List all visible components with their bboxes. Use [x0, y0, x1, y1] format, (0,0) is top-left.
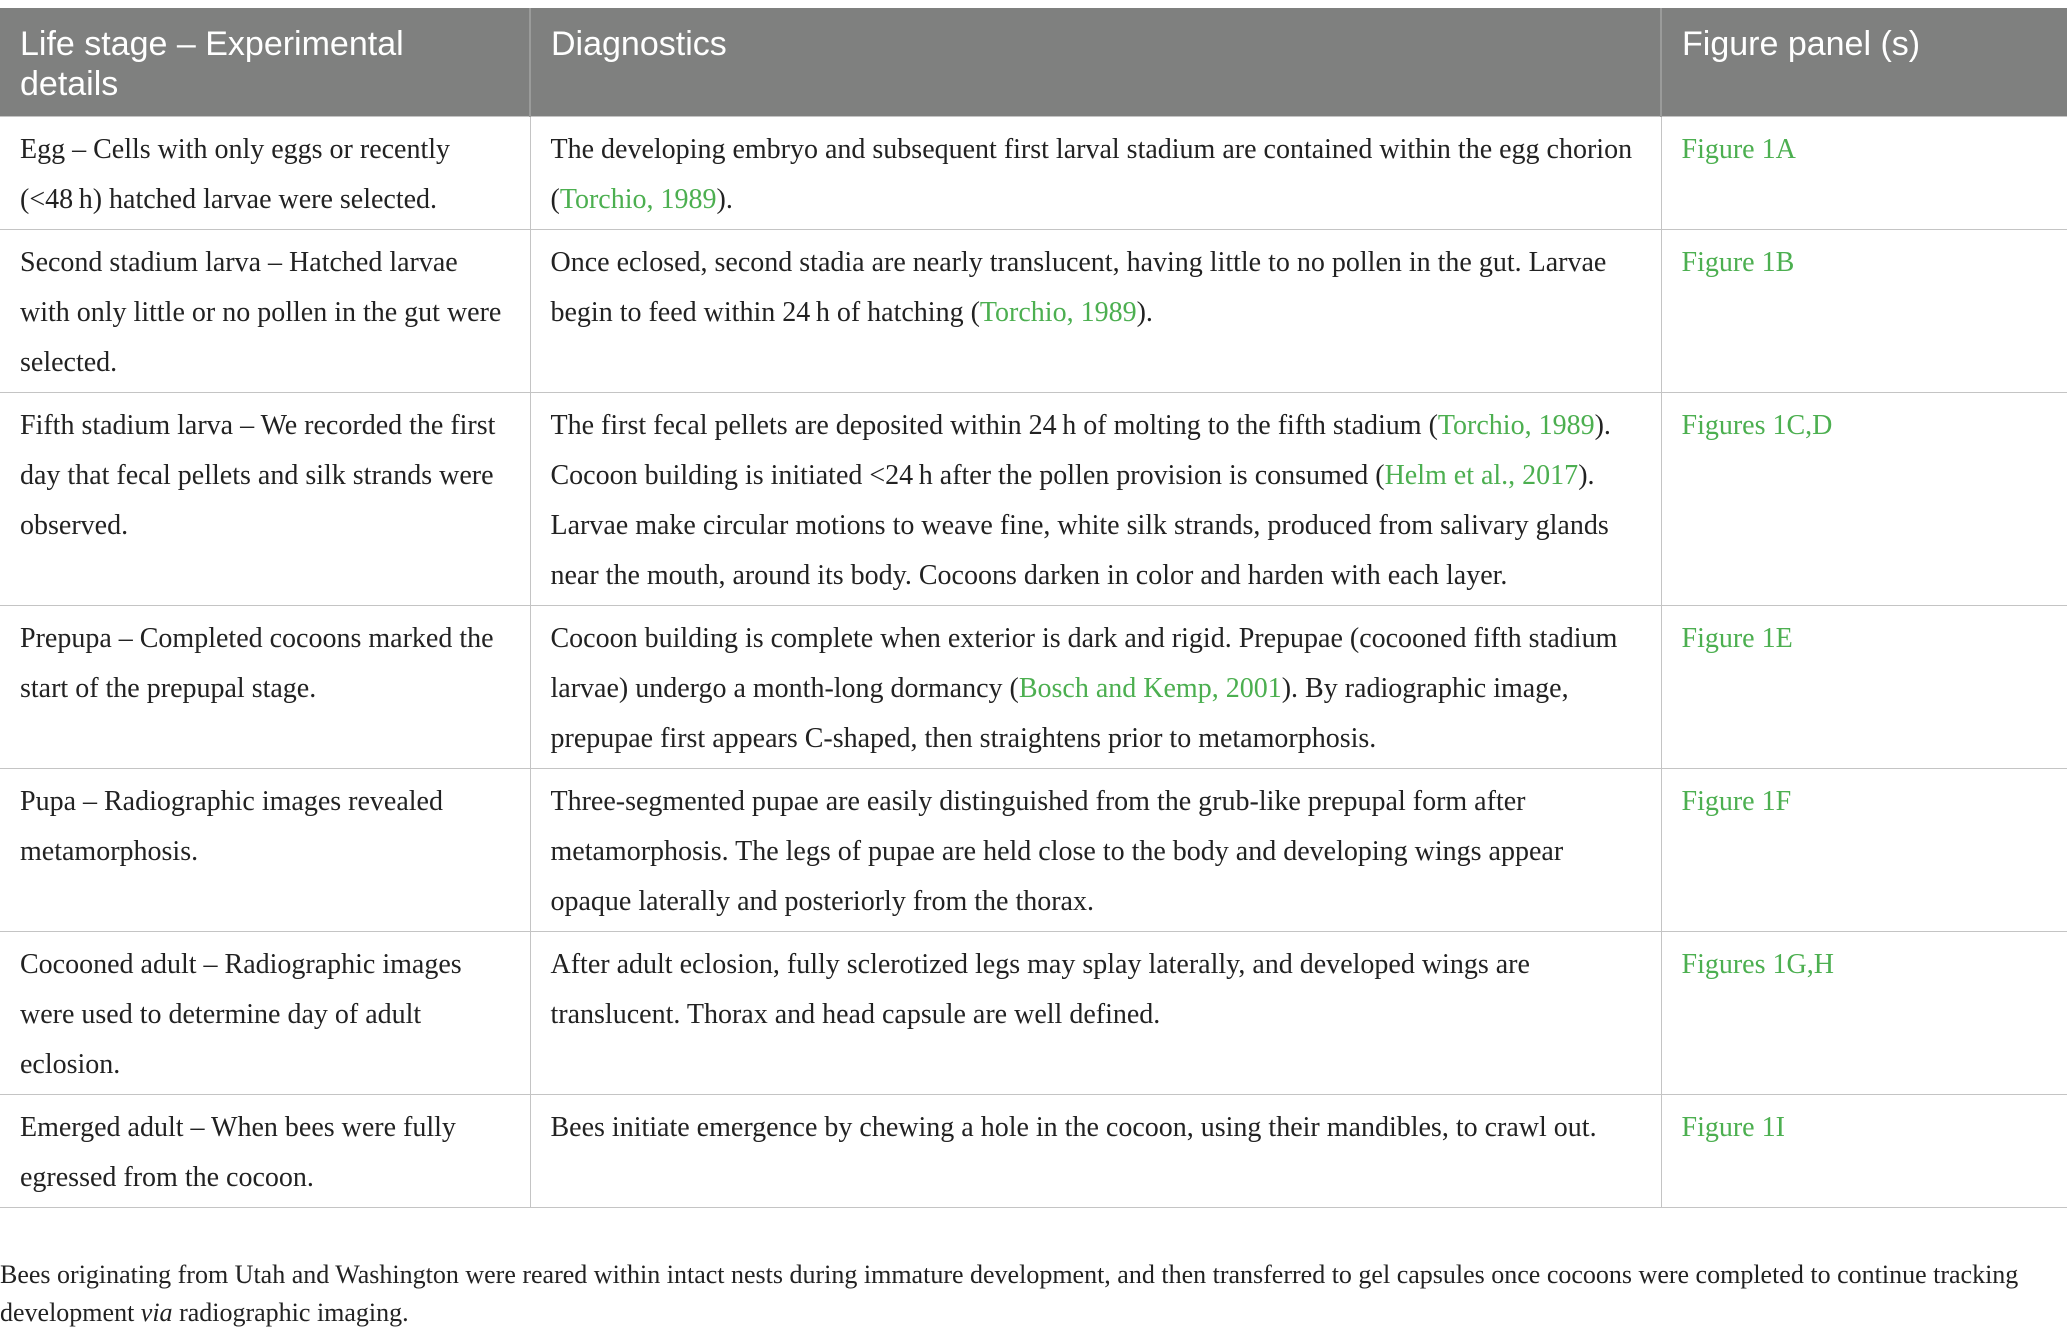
footnote-text-end: radiographic imaging. [172, 1298, 409, 1327]
header-figure-panel: Figure panel (s) [1661, 8, 2067, 117]
diagnostics-cell [530, 117, 1661, 230]
diagnostics-text: ). Cocoon building is initiated <24 h after the pollen provision is consumed ( [550, 410, 1611, 491]
life-stage-cell: Second stadium larva – Hatched larvae with only little or no pollen in the gut were selected. [0, 230, 530, 393]
diagnostics-text: ). [1136, 297, 1153, 328]
figure-link[interactable]: Figure 1A [1681, 134, 1796, 165]
figure-panel-cell [1661, 230, 2067, 393]
figure-link[interactable]: Figure 1F [1681, 786, 1792, 817]
figure-panel-cell [1661, 606, 2067, 769]
footnote-text: Bees originating from Utah and Washington were reared within intact nests during immature development, and then transferred to gel capsules once cocoons were completed to continue tracking development [0, 1260, 2019, 1327]
diagnostics-cell [530, 769, 1661, 932]
diagnostics-text: Three-segmented pupae are easily distinguished from the grub-like prepupal form after metamorphosis. The legs of pupae are held close to the body and developing wings appear opaque laterally and posteriorly from the thorax. [550, 786, 1564, 917]
diagnostics-text: ). [716, 184, 733, 215]
diagnostics-cell [530, 1095, 1661, 1208]
figure-panel-cell [1661, 117, 2067, 230]
figure-link[interactable]: Figure 1B [1681, 247, 1795, 278]
table-row [0, 393, 2067, 606]
diagnostics-text: After adult eclosion, fully sclerotized legs may splay laterally, and developed wings are translucent. Thorax and head capsule are well defined. [550, 949, 1530, 1030]
figure-panel-cell [1661, 932, 2067, 1095]
citation-link[interactable]: Torchio, 1989 [979, 297, 1137, 328]
figure-link[interactable]: Figures 1C,D [1681, 410, 1833, 441]
table-row [0, 932, 2067, 1095]
header-life-stage: Life stage – Experimental details [0, 8, 530, 117]
diagnostics-text: Once eclosed, second stadia are nearly translucent, having little to no pollen in the gut. Larvae begin to feed within 24 h of hatching ( [550, 247, 1607, 328]
life-stage-cell: Prepupa – Completed cocoons marked the start of the prepupal stage. [0, 606, 530, 769]
life-stage-cell: Fifth stadium larva – We recorded the first day that fecal pellets and silk strands were observed. [0, 393, 530, 606]
life-stage-cell: Emerged adult – When bees were fully egressed from the cocoon. [0, 1095, 530, 1208]
figure-panel-cell [1661, 769, 2067, 932]
table-row [0, 1095, 2067, 1208]
figure-link[interactable]: Figures 1G,H [1681, 949, 1834, 980]
diagnostics-text: ). Larvae make circular motions to weave fine, white silk strands, produced from salivary glands near the mouth, around its body. Cocoons darken in color and harden with each layer. [550, 460, 1609, 591]
life-stage-cell: Pupa – Radiographic images revealed metamorphosis. [0, 769, 530, 932]
table-header-row [0, 8, 2067, 117]
citation-link[interactable]: Torchio, 1989 [1437, 410, 1595, 441]
footnote-italic: via [140, 1298, 173, 1327]
figure-panel-cell [1661, 393, 2067, 606]
table-row [0, 769, 2067, 932]
figure-panel-cell [1661, 1095, 2067, 1208]
life-stage-cell: Cocooned adult – Radiographic images were used to determine day of adult eclosion. [0, 932, 530, 1095]
diagnostics-text: The developing embryo and subsequent first larval stadium are contained within the egg chorion ( [550, 134, 1633, 215]
citation-link[interactable]: Torchio, 1989 [559, 184, 717, 215]
citation-link[interactable]: Helm et al., 2017 [1384, 460, 1579, 491]
life-stage-cell: Egg – Cells with only eggs or recently (<48 h) hatched larvae were selected. [0, 117, 530, 230]
diagnostics-cell [530, 230, 1661, 393]
life-stage-table [0, 8, 2067, 1208]
diagnostics-cell [530, 932, 1661, 1095]
diagnostics-text: ). By radiographic image, prepupae first appears C-shaped, then straightens prior to metamorphosis. [550, 673, 1569, 754]
header-diagnostics: Diagnostics [530, 8, 1661, 117]
diagnostics-text: The first fecal pellets are deposited within 24 h of molting to the fifth stadium ( [550, 410, 1438, 441]
table-row [0, 606, 2067, 769]
diagnostics-cell [530, 606, 1661, 769]
diagnostics-text: Bees initiate emergence by chewing a hole in the cocoon, using their mandibles, to crawl out. [550, 1112, 1597, 1143]
citation-link[interactable]: Bosch and Kemp, 2001 [1018, 673, 1282, 704]
table-row [0, 117, 2067, 230]
table-row [0, 230, 2067, 393]
table-footnote [0, 1256, 2060, 1332]
diagnostics-cell [530, 393, 1661, 606]
figure-link[interactable]: Figure 1E [1681, 623, 1793, 654]
figure-link[interactable]: Figure 1I [1681, 1112, 1785, 1143]
diagnostics-text: Cocoon building is complete when exterior is dark and rigid. Prepupae (cocooned fifth stadium larvae) undergo a month-long dormancy ( [550, 623, 1618, 704]
